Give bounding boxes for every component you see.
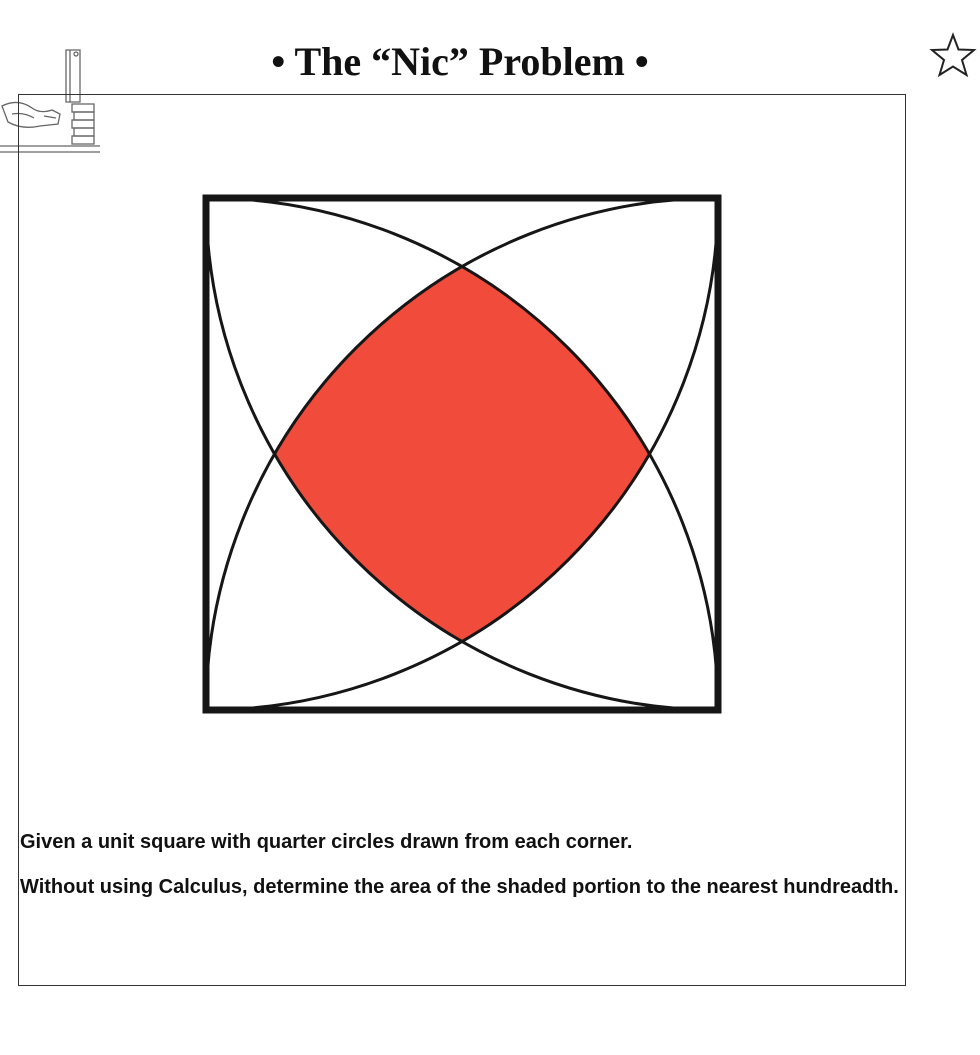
problem-line-given: Given a unit square with quarter circles drawn from each corner. [20,831,633,853]
problem-statement [20,828,910,918]
shaded-region [274,266,650,642]
quarter-circles-diagram [200,192,724,716]
star-outline-icon [926,30,980,84]
problem-line-task: Without using Calculus, determine the area of the shaded portion to the nearest hundreadth. [20,876,899,898]
page-title: • The “Nic” Problem • [271,39,649,84]
